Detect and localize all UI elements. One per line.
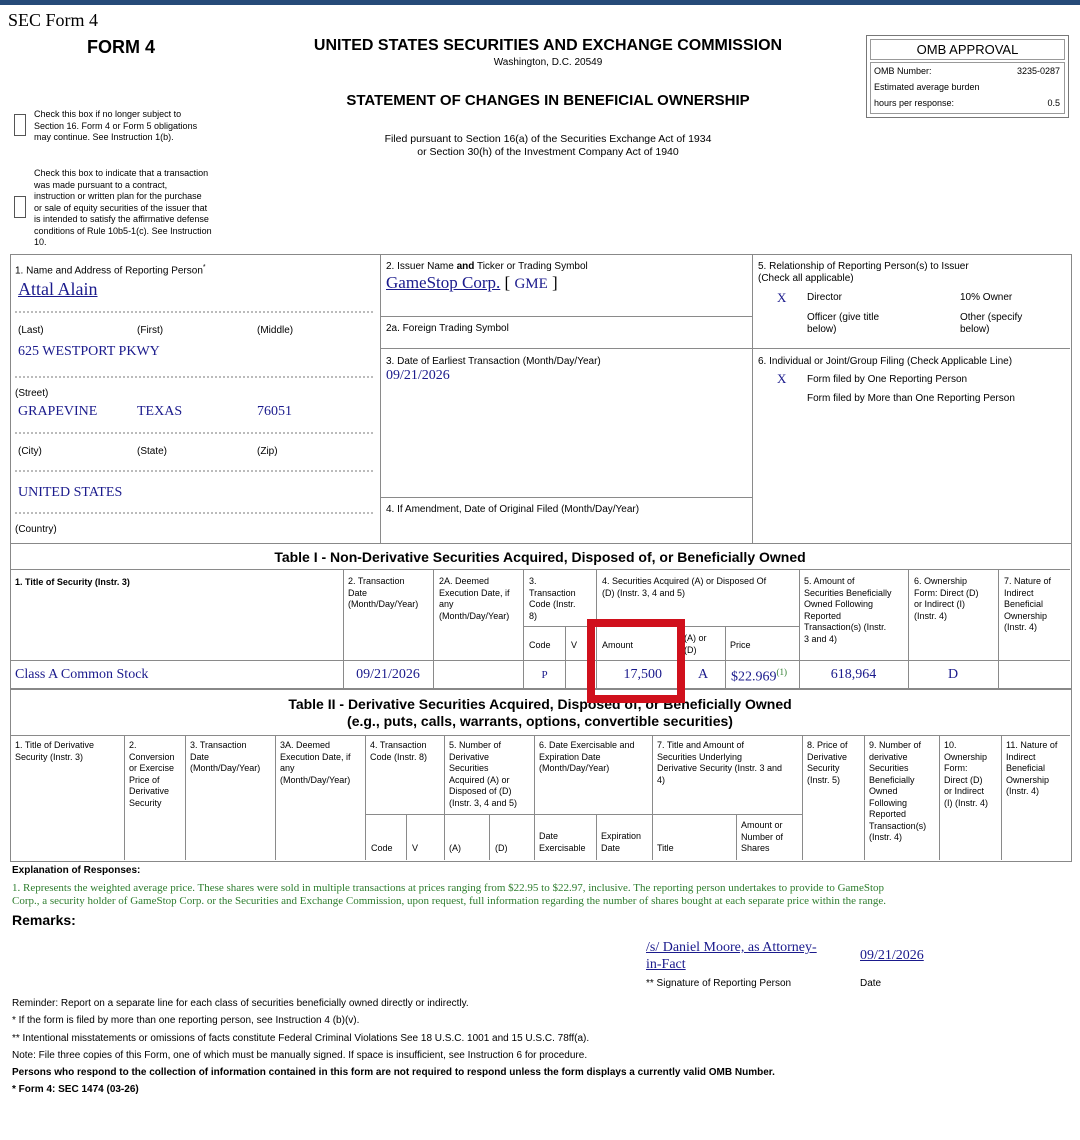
t2-sub-a: (A) (449, 843, 461, 853)
t2-underlying-header: 7. Title and Amount of Securities Underlying Derivative Security (Instr. 3 and 4) (657, 740, 783, 785)
t2-sub-amount: Amount or Number of Shares (741, 820, 784, 853)
t1-row-ad: A (697, 667, 709, 682)
middle-label: (Middle) (257, 325, 294, 336)
street-label: (Street) (15, 388, 49, 399)
omb-hours: 0.5 (1047, 98, 1060, 108)
no-longer-subject-checkbox[interactable] (14, 114, 26, 136)
other-label: Other (specify below) (960, 312, 1023, 335)
table-1-title: Table I - Non-Derivative Securities Acquired, Disposed of, or Beneficially Owned (274, 549, 806, 565)
t2-sub-date-exercisable: Date Exercisable (539, 831, 586, 853)
t1-title-header: 1. Title of Security (Instr. 3) (15, 577, 130, 587)
reporting-person-label: 1. Name and Address of Reporting Person* (15, 264, 206, 277)
foreign-trading-symbol-label: 2a. Foreign Trading Symbol (386, 323, 509, 334)
t2-ownership-form-header: 10. Ownership Form: Direct (D) or Indirect (I) (Instr. 4) (944, 740, 989, 808)
zip-value: 76051 (257, 404, 292, 419)
t1-row-date: 09/21/2026 (356, 667, 420, 682)
statement-title: STATEMENT OF CHANGES IN BENEFICIAL OWNERSHIP (346, 92, 750, 109)
signature-date: 09/21/2026 (860, 948, 924, 963)
omb-hours-label: hours per response: (874, 98, 955, 108)
rule-10b5-checkbox[interactable] (14, 196, 26, 218)
form-title: FORM 4 (87, 37, 156, 57)
table-2-title: Table II - Derivative Securities Acquired, Disposed of, or Beneficially Owned (e.g., puts, calls, warrants, options, convertible securities) (288, 696, 792, 729)
amendment-label: 4. If Amendment, Date of Original Filed (Month/Day/Year) (386, 504, 640, 515)
t1-nature-header: 7. Nature of Indirect Beneficial Ownership (Instr. 4) (1004, 576, 1052, 632)
t1-code-header: 3. Transaction Code (Instr. 8) (529, 576, 576, 621)
date-label: Date (860, 978, 882, 989)
t2-sub-d: (D) (495, 843, 508, 853)
t1-sub-code: Code (529, 640, 551, 650)
price-footnote-ref: (1) (776, 667, 787, 677)
t2-owned-header: 9. Number of derivative Securities Beneficially Owned Following Reported Transaction(s) (Instr. 4) (869, 740, 927, 842)
signature-link[interactable]: /s/ Daniel Moore, as Attorney- in-Fact (646, 940, 817, 972)
city-value: GRAPEVINE (18, 404, 98, 419)
t2-deemed-header: 3A. Deemed Execution Date, if any (Month/Day/Year) (280, 740, 351, 785)
state-label: (State) (137, 446, 168, 457)
remarks-label: Remarks: (12, 912, 76, 928)
director-check: X (777, 290, 787, 305)
t1-row-form: D (947, 667, 959, 682)
t1-date-header: 2. Transaction Date (Month/Day/Year) (348, 576, 419, 609)
t2-sub-v: V (412, 843, 419, 853)
issuer-label: 2. Issuer Name and Ticker or Trading Symbol (386, 261, 588, 272)
signature-label: ** Signature of Reporting Person (646, 978, 792, 989)
omb-number: 3235-0287 (1016, 66, 1060, 76)
relationship-label: 5. Relationship of Reporting Person(s) to Issuer (Check all applicable) (758, 261, 969, 284)
zip-label: (Zip) (257, 446, 278, 457)
street-value: 625 WESTPORT PKWY (18, 344, 160, 359)
t2-conversion-header: 2. Conversion or Exercise Price of Derivative Security (129, 740, 175, 808)
t2-code-header: 4. Transaction Code (Instr. 8) (370, 740, 428, 762)
t2-price-header: 8. Price of Derivative Security (Instr. 5) (807, 740, 848, 785)
t1-sub-price: Price (730, 640, 751, 650)
last-label: (Last) (18, 325, 44, 336)
issuer-line: GameStop Corp. [ GME ] (386, 273, 558, 292)
reporting-person-name-link[interactable]: Attal Alain (18, 279, 98, 299)
agency-city: Washington, D.C. 20549 (493, 57, 603, 68)
more-persons-label: Form filed by More than One Reporting Person (807, 393, 1015, 404)
agency-title: UNITED STATES SECURITIES AND EXCHANGE COMMISSION (313, 37, 783, 54)
t1-row-amount: 17,500 (623, 667, 662, 682)
t2-number-header: 5. Number of Derivative Securities Acquired (A) or Disposed of (D) (Instr. 3, 4 and 5) (449, 740, 518, 808)
t1-owned-header: 5. Amount of Securities Beneficially Owned Following Reported Transaction(s) (Instr. 3 and 4) (804, 576, 892, 644)
t1-deemed-header: 2A. Deemed Execution Date, if any (Month/Day/Year) (439, 576, 510, 621)
t1-row-code: P (541, 669, 548, 681)
t2-exercisable-header: 6. Date Exercisable and Expiration Date (Month/Day/Year) (539, 740, 635, 773)
sec-form-label: SEC Form 4 (8, 10, 99, 30)
earliest-transaction-label: 3. Date of Earliest Transaction (Month/Day/Year) (386, 356, 601, 367)
footer-notes: Reminder: Report on a separate line for each class of securities beneficially owned directly or indirectly. * If the form is filed by more than one reporting person, see Instruction 4 (b)(v). ** Intentional misstatements or omissions of facts constitute Federal Criminal Violations See 18 U.S.C. 1001 and 15 U.S.C. 78ff(a). Note: File three copies of this Form, one of which must be manually signed. If space is insufficient, see Instruction 6 for procedure. Persons who respond to the collection of information contained in this form are not required to respond unless the form displays a currently valid OMB Number. * Form 4: SEC 1474 (03-26) (12, 998, 775, 1096)
amount-highlight-box (587, 619, 685, 703)
explanation-label: Explanation of Responses: (12, 865, 141, 876)
t2-sub-code: Code (371, 843, 393, 853)
one-person-label: Form filed by One Reporting Person (807, 374, 968, 385)
t1-row-price: $22.969$^{(1)}$ (731, 667, 787, 685)
filed-pursuant: Filed pursuant to Section 16(a) of the Securities Exchange Act of 1934 or Section 30(h) of the Investment Company Act of 1940 (384, 133, 712, 158)
ten-percent-owner-label: 10% Owner (960, 292, 1013, 303)
omb-number-label: OMB Number: (874, 66, 932, 76)
issuer-name-link[interactable]: GameStop Corp. (386, 273, 501, 292)
t1-ownership-form-header: 6. Ownership Form: Direct (D) or Indirect (I) (Instr. 4) (914, 576, 979, 621)
t1-row-title: Class A Common Stock (15, 667, 149, 682)
officer-label: Officer (give title below) (807, 312, 880, 335)
t1-sub-v: V (571, 640, 578, 650)
t1-row-owned: 618,964 (830, 667, 877, 682)
footnote-1: 1. Represents the weighted average price. These shares were sold in multiple transactions at prices ranging from $22.95 to $22.97, inclusive. The reporting person undertakes to provide to GameStop Corp., a security holder of GameStop Corp. or the Securities and Exchange Commission, upon request, full information regarding the number of shares bought at each separate price within the range. (12, 882, 886, 907)
omb-title: OMB APPROVAL (870, 39, 1065, 60)
t1-acquired-header: 4. Securities Acquired (A) or Disposed Of (D) (Instr. 3, 4 and 5) (602, 576, 767, 598)
t1-sub-amount: Amount (602, 640, 634, 650)
top-bar (0, 0, 1080, 5)
state-value: TEXAS (137, 404, 183, 419)
omb-approval-box (866, 35, 1069, 118)
director-label: Director (807, 292, 843, 303)
city-label: (City) (18, 446, 42, 457)
ticker-symbol: GME (514, 276, 548, 292)
first-label: (First) (137, 325, 164, 336)
one-person-check: X (777, 371, 787, 386)
country-label: (Country) (15, 524, 57, 535)
rule-10b5-text: Check this box to indicate that a transaction was made pursuant to a contract, instruction or written plan for the purchase or sale of equity securities of the issuer that is intended to satisfy the affirmative defense conditions of Rule 10b5-1(c). See Instruction 10. (34, 168, 212, 247)
no-longer-subject-text: Check this box if no longer subject to Section 16. Form 4 or Form 5 obligations may continue. See Instruction 1(b). (34, 109, 198, 142)
t1-sub-ad: (A) or (D) (684, 633, 707, 655)
country-value: UNITED STATES (18, 485, 123, 500)
omb-burden-label: Estimated average burden (874, 82, 980, 92)
earliest-transaction-date: 09/21/2026 (386, 368, 450, 383)
t2-date-header: 3. Transaction Date (Month/Day/Year) (190, 740, 261, 773)
filing-type-label: 6. Individual or Joint/Group Filing (Check Applicable Line) (758, 356, 1013, 367)
t2-sub-title: Title (657, 843, 674, 853)
t2-title-header: 1. Title of Derivative Security (Instr. 3) (15, 740, 95, 762)
t2-nature-header: 11. Nature of Indirect Beneficial Ownership (Instr. 4) (1006, 740, 1058, 796)
t2-sub-expiration: Expiration Date (601, 831, 642, 853)
